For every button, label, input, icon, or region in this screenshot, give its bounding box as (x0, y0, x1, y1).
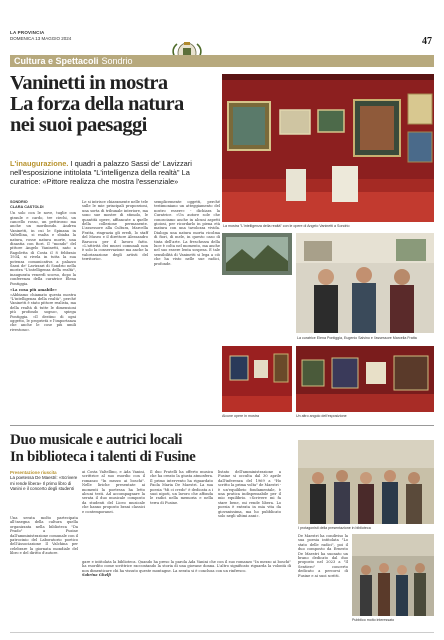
body-column-1 (10, 200, 76, 332)
section-subtitle: Sondrio (101, 56, 133, 66)
deck2-text: La poetessa De Maestri: «Scrivere mi rende libera» Il primo libro di Vanini e il concerto degli studenti (10, 475, 78, 492)
body2-column-1 (82, 470, 145, 518)
gallery-photo-main (222, 74, 434, 222)
body2-column-3 (218, 470, 281, 518)
body-paragraph: De Maestri ha condiviso la sua poesia intitolata "Lo stato delle radici", poi il duo composto da Ernesto De Maestri ha suonato un brano dedicato dal duo proposto nel 2023 a "Il Sentiero" concerto dedicato a percorsi di Fusine e ai suoi scritti. (298, 534, 348, 578)
body-paragraph: «Abbiamo chiamato questa mostra "L'intelligenza della realtà", perché Vaninetti è stato pittore realista, ma della realtà di tutte le dimensioni più profondo sogno», spiega Pontiggia. «Il destino di ogni oggetto, le proprietà e l'importanza che anche le cose più umili rivestono». (10, 292, 76, 332)
second-body-columns (82, 470, 281, 518)
byline (10, 200, 76, 209)
headline2-line-2: In biblioteca i talenti di Fusine (10, 449, 196, 465)
article-divider (10, 425, 434, 426)
byline-author: CLARA CASTOLDI (10, 204, 44, 209)
main-deck (10, 159, 220, 186)
body-column-3 (154, 200, 220, 332)
caption-library-photo-2 (352, 618, 434, 622)
paper-name: LA PROVINCIA (10, 30, 45, 35)
landscape-painting-photo (222, 233, 292, 275)
caption-text: Alcune opere in mostra (222, 414, 259, 418)
body-paragraph: semplicemente oggetti, perché testimoniano un atteggiamento del nostro essere» - dichiara la Curatrice. «Un autore sole che conosciamo anche in alcuni aspetti gioiosi, per ricordarlo in piena età matura con una tavolozza vivida. Dialoga una natura morta ricolma di fiori, di mele, in questo caso di tinta dell'arte. La freschezza della luce è colta nel momento, ma anche nel suo essere lenta sospesa. E tale sensibilità di Vaninetti si lega a ciò che ha visto nelle sue radici, profonde. (154, 200, 220, 266)
deck-lead: L'inaugurazione. (10, 159, 69, 168)
body-paragraph: Le si intrisce chiaramente nelle tele sulle le mie principali proporzioni, una sorta di tribunale interiore, ma sono sue mostre di stimolo, le quantità opere, affiancate a quelle della collezione permanente. L'assessore alla Cultura, Marcella Fratta, ringrazia gli eredi, lo staff del Museo e il direttore Alessandro Barucca per il lavoro fatto. «L'attività dei musei comunali non è solo la conservazione ma anche la valorizzazione degli artisti del territorio». (82, 200, 148, 262)
body-paragraph: Il duo Fratelli ha offerto musica che ha creato la giusta atmosfera. Il primo intervento ha riguardato Paola Maria De Maestri. La sua poesia "Mi ci credo" è dedicata a i suoi nipoti, un lavoro che affonda le radici nella memoria e nella terra di Fusine. (150, 470, 213, 505)
body-paragraph: gare e intitolata la biblioteca. Quando ha preso la parola Ada Vanini che con il suo romanzo "In mezzo ai boschi" ha esordito come scrittrice raccontando la storia di una giovane donna. L'altro significato riguarda la volontà di non dimenticare chi ha vissuto queste montagne. La serata si è conclusa con un rinfresco. (82, 560, 291, 573)
caption-gallery-right (296, 414, 434, 418)
body-paragraph: ai Costa Valtellino, e Ada Vanini, scrittrice al suo esordio con il romanzo "In mezzo ai boschi". Nelle liriche presentate ai momenti la poetessa ha letto alcuni testi. Ad accompagnare la serata il duo musicale composto da studenti del Liceo musicale che hanno proposto brani classici e contemporanei. (82, 470, 145, 514)
second-headline (10, 432, 290, 466)
masthead (10, 30, 71, 41)
section-band (10, 55, 434, 67)
headline-line-1: Vaninetti in mostra (10, 72, 168, 94)
body-column-2 (82, 200, 148, 332)
footer-rule (10, 632, 434, 633)
main-headline (10, 73, 215, 136)
gallery-photo-right (296, 346, 434, 412)
deck-text: I quadri a palazzo Sassi de' Lavizzari nell'esposizione intitolata "L'intelligenza della realtà" La curatrice: «Pittore realizza che mostra l'essenziale» (10, 159, 192, 186)
signature: Sabrina Ghelfi (82, 573, 111, 578)
second-deck (10, 470, 78, 492)
gallery-photo-left (222, 346, 292, 412)
library-photo-2 (352, 534, 434, 616)
body2-column-5 (298, 534, 348, 578)
headline-line-3: nei suoi paesaggi (10, 114, 147, 136)
body2-column-0 (10, 516, 78, 556)
headline-line-2: La forza della natura (10, 93, 184, 115)
caption-main-photo (223, 224, 435, 228)
caption-text: Un altro angolo dell'esposizione (296, 414, 347, 418)
main-body-columns (10, 200, 220, 332)
body-paragraph: Un solo con le nove, tuglie con giraule e cardo, tre ciechi, un cancello rosso, un pettirosso ma anche un moribondo. Andrea Vaninetti, in cui le Spinana in Valtellina, si esalta e sbiaba la natura, rosse natura morte, una dinastia con fiori. Il "mondo" del pittore Angelo Vaninetti, nato a Ragoletta di Costa il 8 febbraio 1934, si rivela in tutta la sua potenza comunicativa a palazzo Sassi de' Lavizzari di Sondrio nella mostra "L'intelligenza della realtà", inaugurata venerdì scorso, dopo la conferenza della curatrice Elena Pontiggia. (10, 211, 76, 286)
caption-text: I protagonisti della presentazione in biblioteca (298, 526, 371, 530)
body-subhead: «La cosa più amabile» (10, 287, 58, 293)
page-number: 47 (422, 36, 432, 47)
caption-text: La mostra "L'intelligenza della realtà" con le opere di Angelo Vaninetti a Sondrio (223, 224, 350, 228)
body-paragraph: listato dell'amministrazione a Fusine si occulta dal 30 aprile dall'inferenza del 1969 a "Ho scritto la prima volta" de Maestri - è un'equilibrio fondamentale, è una pratica indispensabile per il mio equilibrio. «Scrivere mi fa stare bene, mi rende libera. Lo poesia è entrata in mia vita da giovanissima, ma ho pubblicato solo negli ultimi anni». (218, 470, 281, 519)
section-title: Cultura e Spettacoli (14, 56, 99, 66)
headline2-line-1: Duo musicale e autrici locali (10, 432, 183, 448)
people-photo (296, 233, 434, 333)
byline-place: SONDRIO (10, 200, 28, 204)
library-photo-1 (298, 440, 434, 524)
caption-text: Pubblico molto interessato (352, 618, 395, 622)
body2-column-6 (82, 560, 291, 578)
caption-library-photo-1 (298, 526, 434, 530)
body-paragraph: Una serata molto partecipata all'insegna della cultura quella organizzata nella biblioteca "Da Prado" a Fusine dall'amministrazione comunale con il patrocinio del Laboratorio poetico dell'Associazione Il Valchina per celebrare la giornata mondiale del libro e del diritto d'autore. (10, 516, 78, 556)
caption-people-photo (297, 336, 435, 340)
issue-date: DOMENICA 13 MAGGIO 2024 (10, 35, 72, 41)
deck2-lead: Presentazione riuscita (10, 470, 57, 475)
body2-column-2 (150, 470, 213, 518)
caption-gallery-left (222, 414, 292, 418)
caption-text: La curatrice Elena Pontiggia, Eugenio Salvino e l'assessore Marcella Fratta (297, 336, 417, 340)
